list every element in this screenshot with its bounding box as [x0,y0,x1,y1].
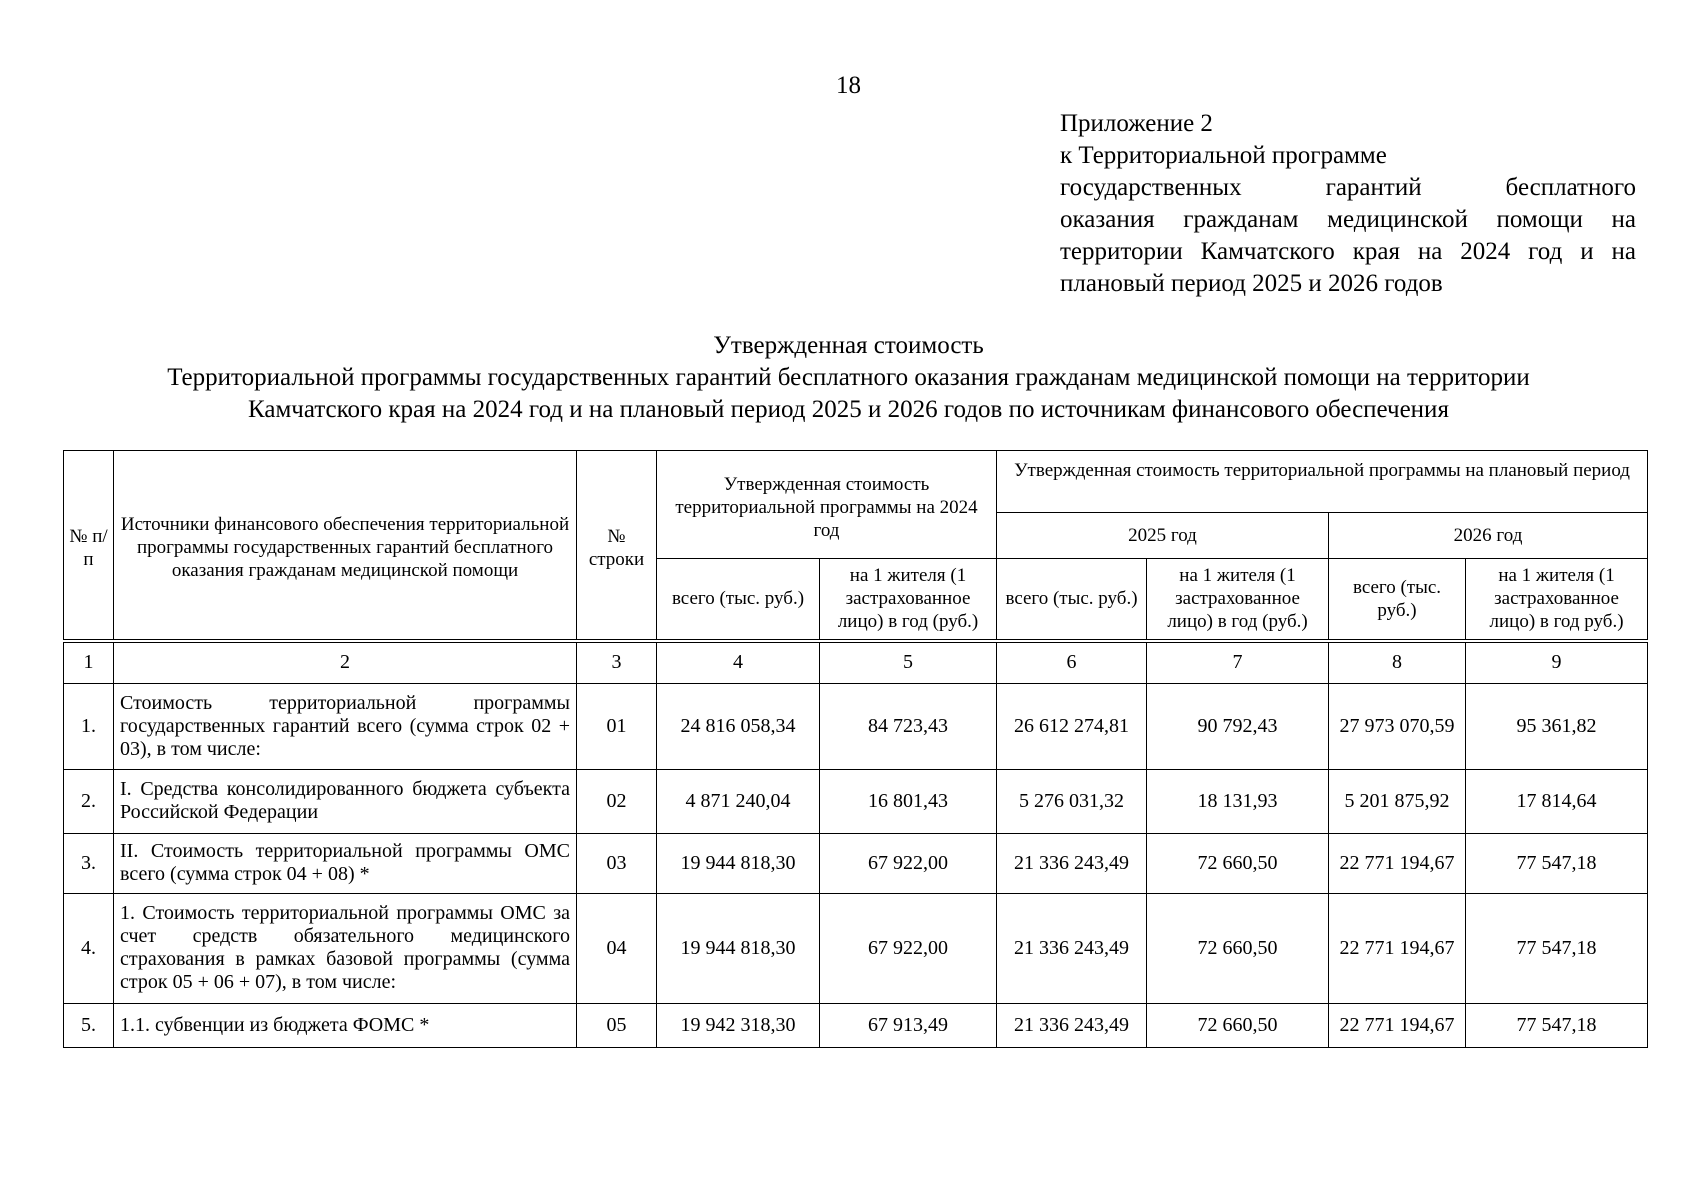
column-number: 2 [114,641,577,684]
table-row [64,1003,1648,1047]
row-2026-per-capita: 77 547,18 [1466,893,1648,1003]
row-num: 2. [64,769,114,833]
cost-table [63,450,1648,1048]
header-per-capita-2025: на 1 жителя (1 застрахованное лицо) в год (руб.) [1147,559,1329,641]
row-2024-total: 4 871 240,04 [657,769,820,833]
header-year-2026: 2026 год [1329,513,1648,559]
appendix-line: территории Камчатского края на 2024 год и на [1060,238,1636,265]
header-per-capita-2024: на 1 жителя (1 застрахованное лицо) в год (руб.) [820,559,997,641]
row-line-no: 05 [577,1003,657,1047]
row-source: I. Средства консолидированного бюджета субъекта Российской Федерации [114,769,577,833]
row-source: Стоимость территориальной программы государственных гарантий всего (сумма строк 02 + 03), в том числе: [114,683,577,769]
row-2025-total: 21 336 243,49 [997,1003,1147,1047]
appendix-line: государственных гарантий бесплатного [1060,174,1636,201]
row-num: 1. [64,683,114,769]
title-line: Территориальной программы государственных гарантий бесплатного оказания гражданам медицинской помощи на территории [167,364,1530,391]
header-total-2025: всего (тыс. руб.) [997,559,1147,641]
row-2025-total: 21 336 243,49 [997,833,1147,893]
row-2026-per-capita: 77 547,18 [1466,1003,1648,1047]
row-2025-total: 21 336 243,49 [997,893,1147,1003]
row-2025-total: 26 612 274,81 [997,683,1147,769]
row-num: 4. [64,893,114,1003]
header-total-2024: всего (тыс. руб.) [657,559,820,641]
row-line-no: 02 [577,769,657,833]
table-row [64,893,1648,1003]
appendix-line: к Территориальной программе [1060,142,1387,169]
column-number: 1 [64,641,114,684]
row-2026-per-capita: 17 814,64 [1466,769,1648,833]
appendix-line: плановый период 2025 и 2026 годов [1060,270,1443,297]
table-row [64,769,1648,833]
row-line-no: 03 [577,833,657,893]
column-number: 6 [997,641,1147,684]
column-number: 3 [577,641,657,684]
row-2025-per-capita: 72 660,50 [1147,1003,1329,1047]
row-2026-total: 22 771 194,67 [1329,893,1466,1003]
row-source: 1. Стоимость территориальной программы ОМС за счет средств обязательного медицинского страхования в рамках базовой программы (сумма строк 05 + 06 + 07), в том числе: [114,893,577,1003]
column-number: 7 [1147,641,1329,684]
row-2026-total: 22 771 194,67 [1329,833,1466,893]
header-num: № п/п [64,451,114,641]
header-year-2025: 2025 год [997,513,1329,559]
row-2025-per-capita: 72 660,50 [1147,893,1329,1003]
header-sources: Источники финансового обеспечения территориальной программы государственных гарантий бесплатного оказания гражданам медицинской помощи [114,451,577,641]
page-number: 18 [836,72,861,99]
column-number-row [64,641,1648,684]
row-2026-per-capita: 95 361,82 [1466,683,1648,769]
appendix-line: Приложение 2 [1060,110,1213,137]
row-2024-per-capita: 67 913,49 [820,1003,997,1047]
row-source: II. Стоимость территориальной программы ОМС всего (сумма строк 04 + 08) * [114,833,577,893]
header-row-no: № строки [577,451,657,641]
row-source: 1.1. субвенции из бюджета ФОМС * [114,1003,577,1047]
header-approved-2024: Утвержденная стоимость территориальной программы на 2024 год [657,451,997,559]
header-approved-planned: Утвержденная стоимость территориальной программы на плановый период [997,451,1648,513]
row-2024-total: 19 942 318,30 [657,1003,820,1047]
table-row [64,833,1648,893]
document-title [0,330,1697,426]
column-number: 9 [1466,641,1648,684]
row-2025-per-capita: 18 131,93 [1147,769,1329,833]
row-2025-per-capita: 90 792,43 [1147,683,1329,769]
row-2024-total: 19 944 818,30 [657,893,820,1003]
row-2026-per-capita: 77 547,18 [1466,833,1648,893]
row-2026-total: 22 771 194,67 [1329,1003,1466,1047]
row-num: 3. [64,833,114,893]
row-2024-total: 19 944 818,30 [657,833,820,893]
row-line-no: 04 [577,893,657,1003]
column-number: 4 [657,641,820,684]
table-row [64,683,1648,769]
row-num: 5. [64,1003,114,1047]
title-line: Камчатского края на 2024 год и на плановый период 2025 и 2026 годов по источникам финансового обеспечения [248,396,1449,423]
title-line: Утвержденная стоимость [713,332,984,359]
header-per-capita-2026: на 1 жителя (1 застрахованное лицо) в год руб.) [1466,559,1648,641]
row-2025-total: 5 276 031,32 [997,769,1147,833]
row-2024-per-capita: 67 922,00 [820,893,997,1003]
appendix-line: оказания гражданам медицинской помощи на [1060,206,1636,233]
row-2024-per-capita: 67 922,00 [820,833,997,893]
appendix-block [1060,108,1636,300]
column-number: 8 [1329,641,1466,684]
row-2026-total: 5 201 875,92 [1329,769,1466,833]
row-2024-per-capita: 84 723,43 [820,683,997,769]
row-2024-total: 24 816 058,34 [657,683,820,769]
row-2024-per-capita: 16 801,43 [820,769,997,833]
row-2025-per-capita: 72 660,50 [1147,833,1329,893]
header-total-2026: всего (тыс. руб.) [1329,559,1466,641]
row-line-no: 01 [577,683,657,769]
column-number: 5 [820,641,997,684]
header-row [64,451,1648,513]
row-2026-total: 27 973 070,59 [1329,683,1466,769]
